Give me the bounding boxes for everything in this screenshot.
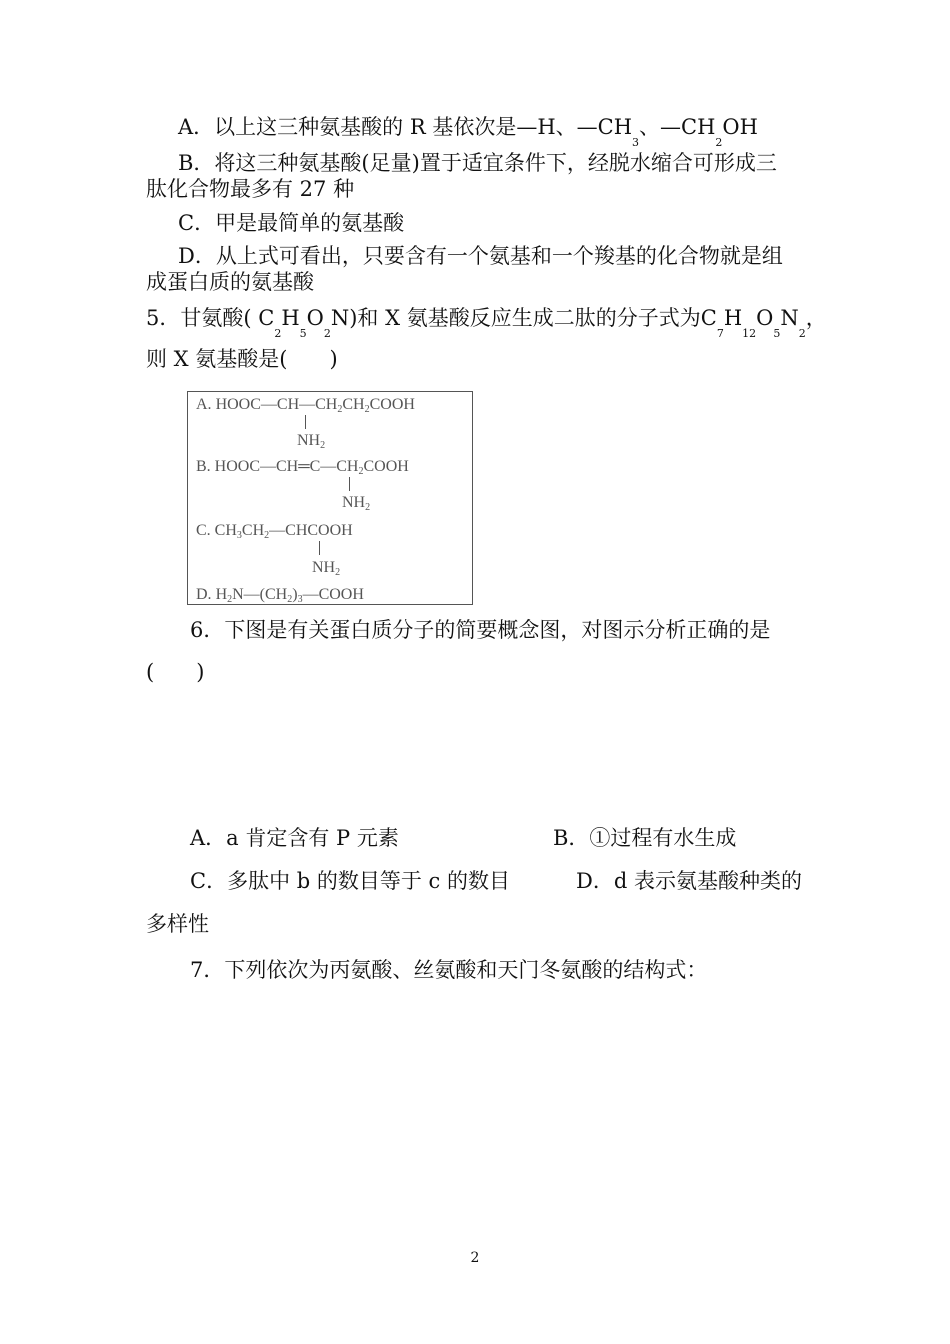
q6-option-c: C．多肽中 b 的数目等于 c 的数目 (190, 869, 510, 893)
q6-option-d: D．d 表示氨基酸种类的 (576, 869, 802, 893)
q6-option-a: A．a 肯定含有 P 元素 (190, 826, 399, 850)
q6-stem-line1: 6．下图是有关蛋白质分子的简要概念图，对图示分析正确的是 (190, 618, 771, 642)
figure-option-b-amino: NH2 (342, 494, 371, 513)
figure-option-a: A. HOOC—CH—CH2CH2COOH (196, 396, 415, 415)
q5-stem-line1: 5．甘氨酸( $C_2H_5O_2N$)和 X 氨基酸反应生成二肽的分子式为$C_7H_{12}O_5N_2$， (146, 306, 827, 340)
figure-option-c: C. CH3CH2—CHCOOH (196, 522, 353, 541)
q5-stem-line2: 则 X 氨基酸是( ) (146, 347, 338, 371)
q6-option-b: B．①过程有水生成 (553, 826, 737, 850)
figure-option-a-amino: NH2 (297, 432, 326, 451)
q4-option-c: C．甲是最简单的氨基酸 (178, 211, 405, 235)
q4-option-b-line1: B．将这三种氨基酸(足量)置于适宜条件下，经脱水缩合可形成三 (178, 151, 777, 175)
q4-option-d-line2: 成蛋白质的氨基酸 (146, 270, 314, 294)
figure-option-d: D. H2N—(CH2)3—COOH (196, 586, 364, 605)
figure-option-c-amino: NH2 (312, 559, 341, 578)
dipeptide-formula: $C_7H_{12}O_5N_2$ (700, 306, 806, 340)
page-number: 2 (470, 1250, 480, 1266)
glycine-formula: $C_2H_5O_2N$ (258, 306, 350, 340)
q6-stem-line2: ( ) (146, 660, 205, 684)
figure-option-b: B. HOOC—CH═C—CH2COOH (196, 458, 409, 477)
q4-option-a: A．以上这三种氨基酸的 R 基依次是—H、$—CH_3$、$—CH_2OH$ (178, 115, 758, 149)
q6-option-d-cont: 多样性 (146, 912, 209, 936)
q4-option-b-line2: 肽化合物最多有 27 种 (146, 177, 355, 201)
q7-stem: 7．下列依次为丙氨酸、丝氨酸和天门冬氨酸的结构式： (190, 958, 708, 982)
q5-options-figure (187, 391, 473, 605)
q4-option-d-line1: D．从上式可看出，只要含有一个氨基和一个羧基的化合物就是组 (178, 244, 783, 268)
